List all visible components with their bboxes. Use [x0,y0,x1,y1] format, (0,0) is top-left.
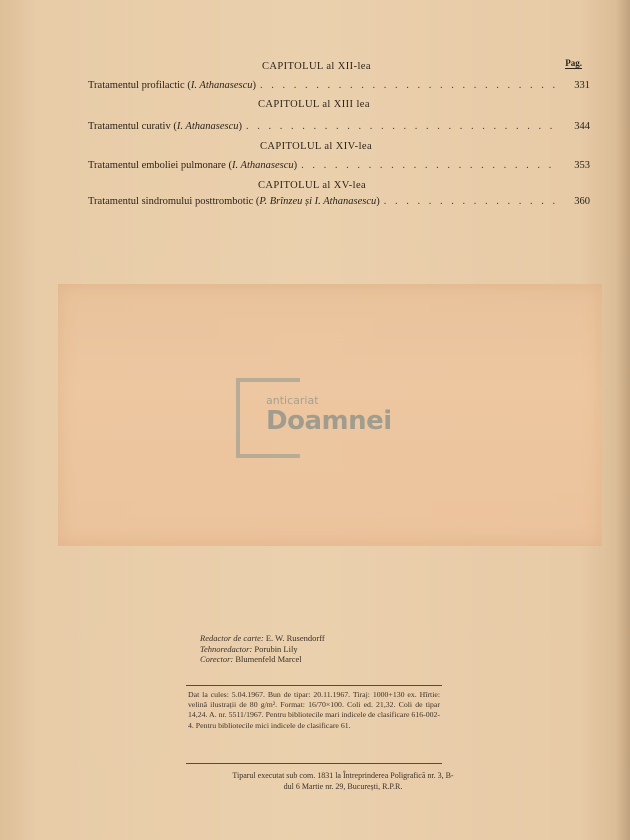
entry-title: Tratamentul profilactic [88,80,185,91]
leader-dots [246,121,560,132]
entry-title: Tratamentul curativ [88,121,171,132]
chapter-heading: CAPITOLUL al XV-lea [258,180,367,191]
entry-page: 331 [574,80,590,91]
colophon: Dat la cules: 5.04.1967. Bun de tipar: 20.11.1967. Tiraj: 1000+130 ex. Hîrtie: velină ilustrații de 80 g/m². Format: 16/70×100. Coli ed. 21,32. Coli de tipar 14,24. A. nr. 5511/1967. Pentru bibliotecile mari indicele de clasificare 616-002-4. Pentru bibliotecile mici indicele de clasificare 61. [188,690,440,730]
printer-note: Tiparul executat sub com. 1831 la Întreprinderea Poligrafică nr. 3, B-dul 6 Martie nr. 29, București, R.P.R. [232,771,454,791]
credit-line: Corector: Blumenfeld Marcel [200,654,302,664]
credits-block [200,633,325,665]
toc-entry: Tratamentul sindromului posttrombotic (P. Brînzeu și I. Athanasescu) . . . 360 [88,196,590,207]
credit-line: Tehnoredactor: Porubin Lily [200,643,298,654]
divider [186,763,442,764]
entry-title: Tratamentul sindromului posttrombotic [88,196,254,207]
entry-author: I. Athanasescu [190,80,253,91]
watermark-line1: anticariat [266,394,319,407]
pag-column-header: Pag. [565,58,582,68]
chapter-heading: CAPITOLUL al XII-lea [262,61,371,72]
page-edge-shadow [616,0,630,840]
watermark-line2: Doamnei [266,406,392,436]
entry-author: I. Athanasescu [176,121,239,132]
chapter-heading: CAPITOLUL al XIII lea [258,99,370,110]
entry-page: 360 [574,196,590,207]
entry-title: Tratamentul emboliei pulmonare [88,160,226,171]
leader-dots [260,80,560,91]
toc-entry: Tratamentul emboliei pulmonare (I. Athanasescu) . . . 353 [88,160,590,171]
toc-entry: Tratamentul curativ (I. Athanasescu) . . . 344 [88,121,590,132]
entry-author: P. Brînzeu și I. Athanasescu [259,196,377,207]
entry-page: 353 [574,160,590,171]
leader-dots [301,160,560,171]
entry-page: 344 [574,121,590,132]
chapter-heading: CAPITOLUL al XIV-lea [260,141,373,152]
toc-entry: Tratamentul profilactic (I. Athanasescu) . . . 331 [88,80,590,91]
credit-line: Redactor de carte: E. W. Rusendorff [200,633,325,643]
entry-author: I. Athanasescu [231,160,294,171]
leader-dots [384,196,560,207]
watermark [236,378,396,462]
divider [186,685,442,686]
